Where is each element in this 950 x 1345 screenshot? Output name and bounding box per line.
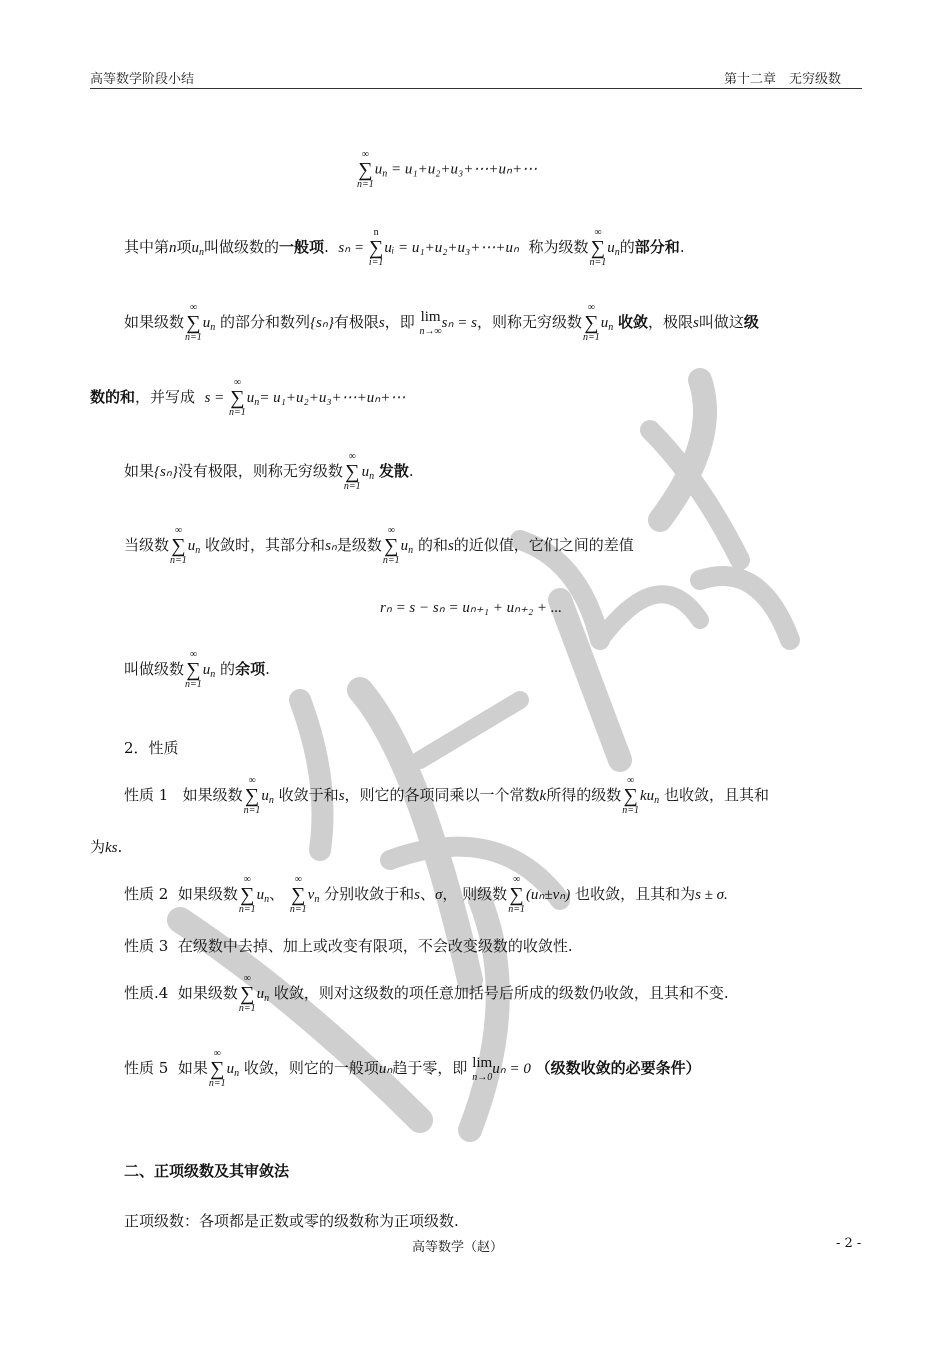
- property-1-cont: 为ks.: [90, 838, 123, 856]
- header-divider: [90, 88, 862, 89]
- section-heading-positive-series: 二、正项级数及其审敛法: [124, 1162, 290, 1180]
- property-2: 性质 2 如果级数 ∞ ∑ n=1 $u_n$、 ∞ ∑ n=1 $v_n$ 分别收敛于和s、σ， 则级数 ∞ ∑ n=1 (uₙ±vₙ) 也收敛，且其和为s ± σ.: [124, 874, 728, 915]
- property-1: 性质 1 如果级数 ∞ ∑ n=1 $u_n$ 收敛于和s，则它的各项同乘以一个常数k所得的级数 ∞ ∑ n=1 $ku_n$ 也收敛，且其和: [124, 775, 769, 816]
- divergence-paragraph: 如果{sₙ}没有极限，则称无穷级数 ∞ ∑ n=1 $u_n$ 发散.: [124, 451, 414, 492]
- property-3: 性质 3 在级数中去掉、加上或改变有限项，不会改变级数的收敛性.: [124, 937, 573, 955]
- property-5: 性质 5 如果 ∞ ∑ n=1 $u_n$ 收敛，则它的一般项uₙ趋于零，即 lim n→0 uₙ = 0 （级数收敛的必要条件）: [124, 1048, 701, 1089]
- term-series-sum: 数的和: [90, 388, 136, 406]
- term-partial-sum: 部分和: [634, 238, 680, 256]
- positive-series-definition: 正项级数：各项都是正数或零的级数称为正项级数.: [124, 1212, 459, 1230]
- page-number: - 2 -: [836, 1236, 862, 1251]
- series-definition: ∞ ∑ n=1 $u_n$ = u₁+u₂+u₃+⋯+uₙ+⋯: [357, 149, 538, 190]
- general-term-paragraph: 其中第n项$u_n$叫做级数的一般项. sₙ = n ∑ i=1 uᵢ = u₁+u₂+u₃+⋯+uₙ 称为级数 ∞ ∑ n=1 $u_n$的部分和.: [124, 227, 685, 268]
- header-left: 高等数学阶段小结: [90, 72, 195, 87]
- footer-center: 高等数学（赵）: [412, 1240, 504, 1255]
- term-remainder: 余项: [235, 660, 266, 678]
- remainder-definition: 叫做级数 ∞ ∑ n=1 $u_n$ 的余项.: [124, 649, 270, 690]
- sum-symbol: ∞ ∑ n=1: [357, 149, 374, 190]
- convergence-paragraph: 如果级数 ∞ ∑ n=1 $u_n$ 的部分和数列{sₙ}有极限s，即 lim n→∞ sₙ = s，则称无穷级数 ∞ ∑ n=1 $u_n$ 收敛，极限s叫做这级: [124, 302, 759, 343]
- remainder-paragraph: 当级数 ∞ ∑ n=1 $u_n$ 收敛时，其部分和sₙ是级数 ∞ ∑ n=1 $u_n$ 的和s的近似值，它们之间的差值: [124, 525, 634, 566]
- term-general: 一般项: [279, 238, 325, 256]
- section-heading-properties: 2．性质: [124, 739, 179, 757]
- header-right: 第十二章 无穷级数: [724, 72, 842, 87]
- necessary-condition-note: （级数收敛的必要条件）: [535, 1059, 701, 1077]
- property-4: 性质.4 如果级数 ∞ ∑ n=1 $u_n$ 收敛，则对这级数的项任意加括号后所成的级数仍收敛，且其和不变.: [124, 973, 729, 1014]
- convergence-paragraph-cont: 数的和，并写成 s = ∞ ∑ n=1 $u_n=$ u₁+u₂+u₃+⋯+uₙ+⋯: [90, 377, 406, 418]
- series-rhs: u₁+u₂+u₃+⋯+uₙ+⋯: [404, 161, 538, 178]
- remainder-formula: rₙ = s − sₙ = uₙ₊₁ + uₙ₊₂ + ...: [380, 600, 563, 616]
- term-convergent: 收敛: [618, 313, 649, 331]
- term-divergent: 发散: [378, 462, 409, 480]
